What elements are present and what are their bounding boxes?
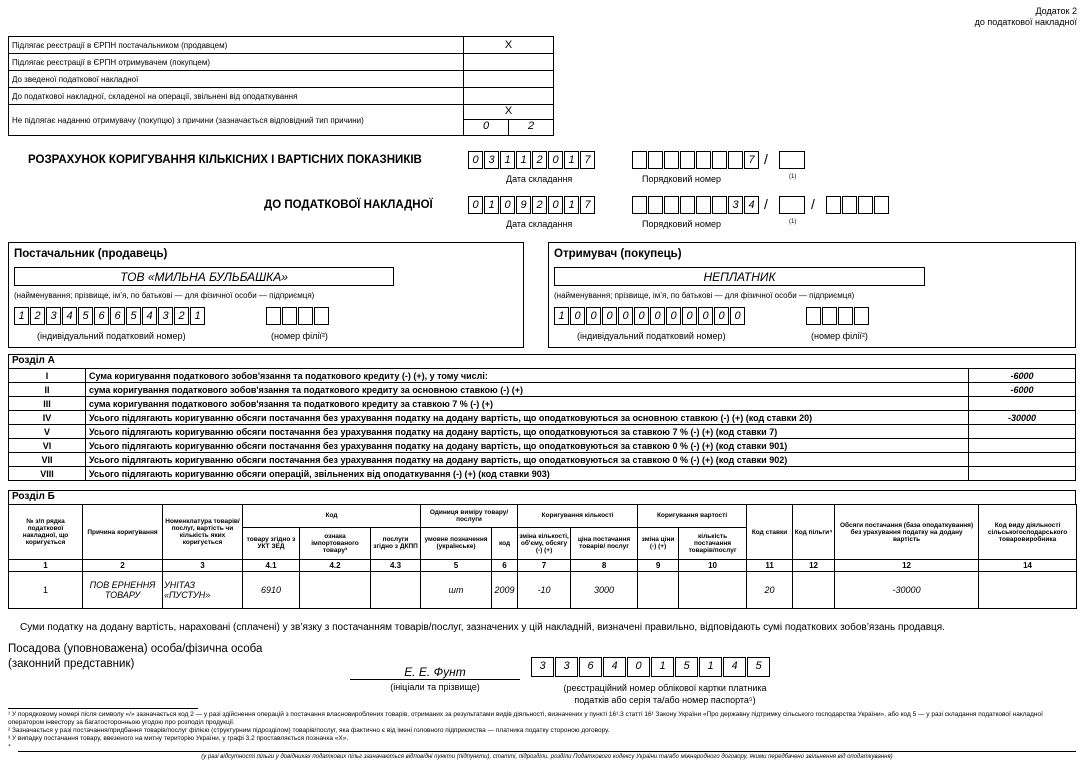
row-cell[interactable] [371,572,421,609]
col-number: 10 [679,560,747,572]
slash-separator: / [811,196,815,212]
calc-date-cells [468,151,596,169]
seller-name-field[interactable]: ТОВ «МИЛЬНА БУЛЬБАШКА» [14,267,394,286]
row-cell[interactable]: 20 [747,572,793,609]
row-cell[interactable] [679,572,747,609]
branch-digit[interactable] [282,307,297,325]
invoice-title: ДО ПОДАТКОВОЇ НАКЛАДНОЇ [264,199,433,211]
col-number: 12 [835,560,979,572]
branch-digit[interactable] [822,307,837,325]
col-header: Номенклатура товарів/послуг, вартість чи кількість яких коригується [163,505,243,560]
row-number: V [9,425,86,439]
num-digit[interactable]: 7 [744,151,759,169]
footnote-divider [8,708,198,709]
section-a-row [9,467,1076,481]
person-block [8,642,262,672]
card-digit[interactable]: 0 [627,657,650,677]
date-digit[interactable]: 0 [548,151,563,169]
signer-hint: (ініціали та прізвище) [390,682,480,692]
buyer-ipn-label: (індивідуальний податковий номер) [577,331,726,341]
person-line-1: Посадова (уповноважена) особа/фізична особа [8,643,263,655]
invoice-num-cells [632,196,760,214]
column-number-row [9,560,1077,572]
ipn-digit[interactable]: 0 [634,307,649,325]
col-header: Код пільги⁴ [793,505,835,560]
footnote-3: ³ У випадку постачання товару, ввезеного на митну територію України, у графі 3.2 проставляється позначка «Х». [8,735,349,742]
footnote-2: ² Зазначається у разі постачання/придбання товарів/послуг філією (структурним підрозділом) товарів/послуг, яка фактично є від імені головного підприємства — платника податку стороною договору. [8,727,610,734]
section-a-row [9,425,1076,439]
col-number: 8 [571,560,638,572]
col-header: зміна кількості, об'єму, обсягу (-) (+) [518,527,571,559]
section-a-row [9,397,1076,411]
card-digit[interactable]: 1 [699,657,722,677]
buyer-box [548,242,1076,348]
buyer-branch-label: (номер філії²) [811,331,868,341]
registration-label: До зведеної податкової накладної [9,71,464,88]
row-value[interactable] [969,439,1076,453]
section-a-row [9,453,1076,467]
date-digit[interactable]: 0 [500,196,515,214]
col-header: Коригування вартості [638,505,747,528]
reason-digit[interactable]: 0 [464,120,509,135]
registration-row [9,88,554,105]
col-number: 5 [421,560,492,572]
num-suffix-cell[interactable] [779,196,805,214]
num-digit[interactable] [728,151,743,169]
col-number: 9 [638,560,679,572]
section-a [8,354,1076,481]
registration-mark[interactable] [464,54,554,71]
col-header: Код виду діяльності сільськогосподарського товаровиробника [979,505,1077,560]
date-digit[interactable]: 7 [580,151,595,169]
num-digit[interactable] [648,196,663,214]
ipn-digit[interactable]: 1 [190,307,205,325]
section-a-row [9,411,1076,425]
card-digit[interactable]: 3 [555,657,578,677]
invoice-num-label: Порядковий номер [642,219,722,229]
row-value[interactable]: -30000 [969,411,1076,425]
ipn-digit[interactable]: 0 [730,307,745,325]
appendix-title: Додаток 2 [1035,6,1077,16]
row-value[interactable]: -6000 [969,369,1076,383]
row-value[interactable] [969,453,1076,467]
col-header: зміна ціни (-) (+) [638,527,679,559]
card-digit[interactable]: 3 [531,657,554,677]
section-a-row [9,439,1076,453]
buyer-title: Отримувач (покупець) [554,248,682,260]
date-digit[interactable]: 3 [484,151,499,169]
calc-num-cells [632,151,760,169]
ipn-digit[interactable]: 3 [46,307,61,325]
footnote-1: ¹ У порядковому номері після символу «/» зазначається код 2 — у разі здійснення операцій з постачання власновироблених товарів, отриманих за результатами видів діяльності, визначених у пункті 16¹.3 статті 16¹ Закону України «Про державну підтримку сільського господарства України», або код 5 — у разі складання податкової накладної оператором інвестору за багатосторонньою угодою про розподіл продукції. [8,711,1043,726]
col-header: код [492,527,518,559]
row-text: сума коригування податкового зобов'язання та податкового кредиту за ставкою 7 % (-) (+) [86,397,969,411]
num-digit[interactable] [632,151,647,169]
seller-branch-cells [266,307,330,325]
branch-digit[interactable] [298,307,313,325]
row-value[interactable] [969,425,1076,439]
ipn-digit[interactable]: 2 [174,307,189,325]
footnote-4: ⁴ [8,743,11,750]
ipn-digit[interactable]: 0 [714,307,729,325]
date-digit[interactable]: 0 [548,196,563,214]
date-digit[interactable]: 1 [516,151,531,169]
card-digit[interactable]: 4 [723,657,746,677]
col-header: ціна постачання товарів/ послуг [571,527,638,559]
registration-row [9,37,554,54]
ipn-digit[interactable]: 4 [62,307,77,325]
ipn-digit[interactable]: 0 [618,307,633,325]
seller-ipn-label: (індивідуальний податковий номер) [37,331,186,341]
row-number: VІ [9,439,86,453]
reason-digit[interactable]: 2 [527,120,535,132]
row-cell[interactable] [638,572,679,609]
buyer-name-field[interactable]: НЕПЛАТНИК [554,267,925,286]
calc-footnote-mark: (1) [789,174,797,180]
ipn-digit[interactable]: 0 [570,307,585,325]
num-digit[interactable] [680,196,695,214]
col-number: 3 [163,560,243,572]
col-number: 11 [747,560,793,572]
col-header: Обсяги постачання (база оподаткування) без урахування податку на додану вартість [835,505,979,560]
ipn-digit[interactable]: 0 [650,307,665,325]
num-digit[interactable] [632,196,647,214]
card-digit[interactable]: 5 [675,657,698,677]
branch-digit[interactable] [874,196,889,214]
card-hint-line-2: податків або серія та/або номер паспорта⁵) [574,695,756,705]
col-header: Причина коригування [83,505,163,560]
num-digit[interactable] [664,151,679,169]
ipn-digit[interactable]: 4 [142,307,157,325]
calc-num-label: Порядковий номер [642,174,722,184]
branch-digit[interactable] [858,196,873,214]
ipn-digit[interactable]: 3 [158,307,173,325]
num-digit[interactable] [696,196,711,214]
row-cell[interactable]: -30000 [835,572,979,609]
ipn-digit[interactable]: 0 [698,307,713,325]
slash-separator: / [764,151,768,167]
row-cell[interactable]: УНІТАЗ «ПУСТУН» [163,572,243,609]
branch-digit[interactable] [854,307,869,325]
reason-cell [464,105,554,136]
ipn-digit[interactable]: 5 [78,307,93,325]
col-number: 4.3 [371,560,421,572]
section-a-title: Розділ А [8,354,1076,368]
col-number: 7 [518,560,571,572]
buyer-ipn-cells [554,307,746,325]
registration-mark[interactable] [464,71,554,88]
ipn-digit[interactable]: 0 [602,307,617,325]
ipn-digit[interactable]: 6 [110,307,125,325]
date-digit[interactable]: 0 [468,196,483,214]
invoice-date-cells [468,196,596,214]
ipn-digit[interactable]: 5 [126,307,141,325]
col-number: 4.2 [300,560,371,572]
card-digit[interactable]: 1 [651,657,674,677]
ipn-digit[interactable]: 0 [682,307,697,325]
date-digit[interactable]: 2 [532,196,547,214]
seller-ipn-cells [14,307,206,325]
col-header: кількість постачання товарів/послуг [679,527,747,559]
registration-label: Підлягає реєстрації в ЄРПН отримувачем (покупцем) [9,54,464,71]
date-digit[interactable]: 1 [564,151,579,169]
buyer-branch-cells [806,307,870,325]
col-header: Код [243,505,421,528]
seller-branch-label: (номер філії²) [271,331,328,341]
section-a-row [9,369,1076,383]
num-digit[interactable] [664,196,679,214]
row-cell[interactable]: ПОВ ЕРНЕННЯ ТОВАРУ [83,572,163,609]
seller-box [8,242,524,348]
ipn-digit[interactable]: 1 [554,307,569,325]
col-header: послуги згідно з ДКПП [371,527,421,559]
branch-digit[interactable] [838,307,853,325]
row-cell[interactable] [300,572,371,609]
section-b-title: Розділ Б [8,490,1076,504]
col-number: 1 [9,560,83,572]
branch-digit[interactable] [266,307,281,325]
ipn-digit[interactable]: 6 [94,307,109,325]
row-text: Сума коригування податкового зобов'язання та податкового кредиту (-) (+), у тому числі: [86,369,969,383]
date-digit[interactable]: 7 [580,196,595,214]
section-a-row [9,383,1076,397]
card-hint [530,682,800,706]
branch-digit[interactable] [842,196,857,214]
col-header: ознака імпортованого товару³ [300,527,371,559]
row-text: Усього підлягають коригуванню обсяги операцій, звільнених від оподаткування (-) (+) (код ставки 903) [86,467,969,481]
registration-row [9,105,554,136]
col-header: № з/п рядка податкової накладної, що коригується [9,505,83,560]
branch-digit[interactable] [314,307,329,325]
registration-mark[interactable]: Х [504,105,513,117]
date-digit[interactable]: 1 [564,196,579,214]
row-text: Усього підлягають коригуванню обсяги постачання без урахування податку на додану вартість, що оподатковуються за ставкою 7 % (-) (+) (код ставки 7) [86,425,969,439]
registration-label: Не підлягає наданню отримувачу (покупцю) з причини (зазначається відповідний тип причини) [9,105,464,136]
num-digit[interactable] [680,151,695,169]
row-text: Усього підлягають коригуванню обсяги постачання без урахування податку на додану вартість, що оподатковуються за основною ставкою (-) (+) (код ставки 20) [86,411,969,425]
ipn-digit[interactable]: 0 [666,307,681,325]
col-number: 6 [492,560,518,572]
col-number: 4.1 [243,560,300,572]
num-suffix-cell[interactable] [779,151,805,169]
person-line-2: (законний представник) [8,658,135,670]
header-row [9,505,1077,528]
invoice-footnote-mark: (1) [789,219,797,225]
branch-cells [826,196,890,214]
registration-mark[interactable] [464,88,554,105]
registration-label: До податкової накладної, складеної на операції, звільнені від оподаткування [9,88,464,105]
col-header: Одиниця виміру товару/ послуги [421,505,518,528]
signer-name[interactable]: Е. Е. Фунт [350,665,520,680]
row-number: VІІ [9,453,86,467]
branch-digit[interactable] [826,196,841,214]
row-cell[interactable]: 3000 [571,572,638,609]
row-cell[interactable] [793,572,835,609]
row-text: сума коригування податкового зобов'язання та податкового кредиту за основною ставкою (-) (+) [86,383,969,397]
col-number: 14 [979,560,1077,572]
calc-title: РОЗРАХУНОК КОРИГУВАННЯ КІЛЬКІСНИХ І ВАРТІСНИХ ПОКАЗНИКІВ [28,154,422,166]
ipn-digit[interactable]: 1 [14,307,29,325]
card-digit[interactable]: 6 [579,657,602,677]
date-digit[interactable]: 2 [532,151,547,169]
card-digit[interactable]: 5 [747,657,770,677]
registration-row [9,71,554,88]
section-a-table [8,368,1076,481]
seller-title: Постачальник (продавець) [14,248,168,260]
invoice-date-label: Дата складання [506,219,573,229]
col-number: 12 [793,560,835,572]
ipn-digit[interactable]: 2 [30,307,45,325]
card-digit[interactable]: 4 [603,657,626,677]
row-number: І [9,369,86,383]
col-header: товару згідно з УКТ ЗЕД [243,527,300,559]
col-number: 2 [83,560,163,572]
row-cell[interactable]: 6910 [243,572,300,609]
table-row [9,572,1077,609]
section-b-table [8,504,1077,609]
ipn-digit[interactable]: 0 [586,307,601,325]
row-cell[interactable]: -10 [518,572,571,609]
calc-date-label: Дата складання [506,174,573,184]
col-header: умовне позначення (українське) [421,527,492,559]
registration-row [9,54,554,71]
section-b [8,490,1076,609]
row-number: ІІІ [9,397,86,411]
row-cell[interactable]: 1 [9,572,83,609]
registration-table [8,36,554,136]
num-digit[interactable] [648,151,663,169]
branch-digit[interactable] [806,307,821,325]
footnote-4-text: (у разі відсутності пільги у довідниках податкових пільг зазначаються відповідні пункти (підпункти), статті, підрозділи, розділи Податкового кодексу України та/або міжнародного договору, якими передбачено звільнення від оподаткування) [18,751,1076,761]
row-text: Усього підлягають коригуванню обсяги постачання без урахування податку на додану вартість, що оподатковуються за ставкою 0 % (-) (+) (код ставки 901) [86,439,969,453]
appendix-subtitle: до податкової накладної [974,17,1077,27]
row-text: Усього підлягають коригуванню обсяги постачання без урахування податку на додану вартість, що оподатковуються за ставкою 0 % (-) (+) (код ставки 902) [86,453,969,467]
date-digit[interactable]: 9 [516,196,531,214]
col-header: Коригування кількості [518,505,638,528]
date-digit[interactable]: 0 [468,151,483,169]
num-digit[interactable] [712,151,727,169]
row-cell[interactable]: 2009 [492,572,518,609]
num-digit[interactable] [696,151,711,169]
row-value[interactable] [969,467,1076,481]
card-hint-line-1: (реєстраційний номер облікової картки платника [563,683,767,693]
row-value[interactable] [969,397,1076,411]
num-digit[interactable]: 3 [728,196,743,214]
seller-name-hint: (найменування; прізвище, ім’я, по батькові — для фізичної особи — підприємця) [14,291,315,300]
row-value[interactable]: -6000 [969,383,1076,397]
row-cell[interactable]: шт [421,572,492,609]
num-digit[interactable] [712,196,727,214]
registration-mark[interactable]: Х [464,37,554,54]
num-digit[interactable]: 4 [744,196,759,214]
registration-label: Підлягає реєстрації в ЄРПН постачальником (продавцем) [9,37,464,54]
row-number: ІІ [9,383,86,397]
footnotes [8,711,1076,761]
row-cell[interactable] [979,572,1077,609]
date-digit[interactable]: 1 [484,196,499,214]
slash-separator: / [764,196,768,212]
date-digit[interactable]: 1 [500,151,515,169]
col-header: Код ставки [747,505,793,560]
card-number-cells [531,657,771,677]
row-number: VІІІ [9,467,86,481]
footer-statement: Суми податку на додану вартість, нараховані (сплачені) у зв’язку з постачанням товарів/послуг, зазначених у цій накладній, визначені правильно, відповідають сумі податкових зобов’язань продавця. [20,622,945,633]
row-number: ІV [9,411,86,425]
buyer-name-hint: (найменування; прізвище, ім’я, по батькові — для фізичної особи — підприємця) [554,291,855,300]
appendix-header [975,6,1077,28]
